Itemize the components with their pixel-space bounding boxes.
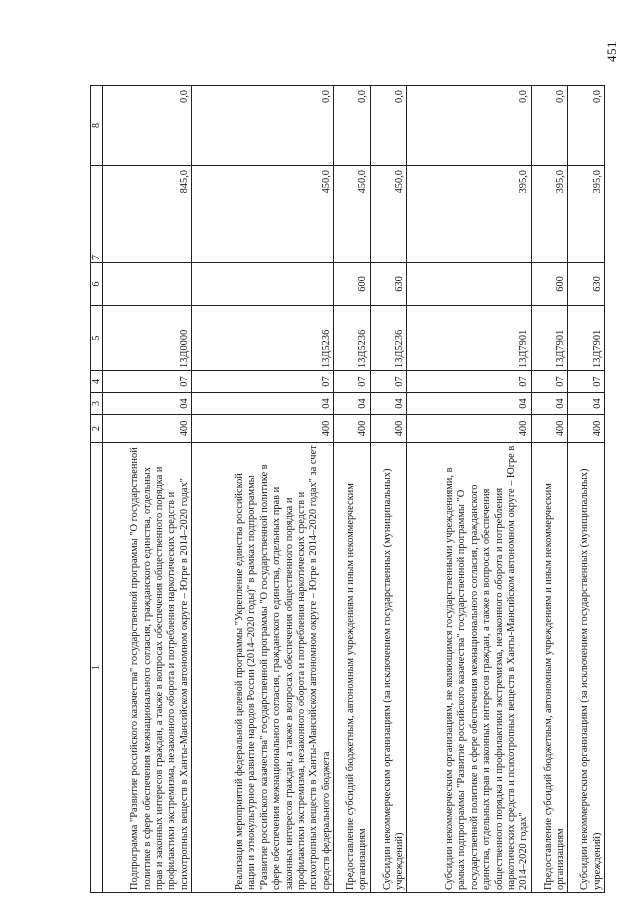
row-target-article: 13Д5236: [334, 306, 371, 371]
row-subsection: 07: [192, 371, 334, 393]
row-admin-code: 400: [370, 415, 407, 443]
table-row: [334, 86, 371, 893]
row-name: Субсидии некоммерческим организациям (за исключением государственных (муниципальных) учреждений): [568, 443, 605, 893]
row-expense-type: [192, 263, 334, 306]
row-admin-code: 400: [407, 415, 531, 443]
row-subsection: 07: [334, 371, 371, 393]
row-name: Предоставление субсидий бюджетным, автономным учреждениям и иным некоммерческим организациям: [334, 443, 371, 893]
row-amount-federal: 0,0: [568, 86, 605, 166]
table-row: [568, 86, 605, 893]
table-row: [103, 86, 192, 893]
row-name: Субсидии некоммерческим организациям (за исключением государственных (муниципальных) учреждений): [370, 443, 407, 893]
row-amount: 395,0: [531, 166, 568, 263]
header-col-6: 6: [91, 263, 103, 306]
row-section: 04: [103, 393, 192, 415]
row-section: 04: [407, 393, 531, 415]
row-target-article: 13Д7901: [407, 306, 531, 371]
page-number: 451: [604, 41, 619, 62]
header-col-1: 1: [91, 443, 103, 893]
row-target-article: 13Д0000: [103, 306, 192, 371]
row-amount-federal: 0,0: [334, 86, 371, 166]
row-name: Субсидии некоммерческим организациям, не являющимся государственными учреждениями, в рамках подпрограммы "Развитие российского казачества" государственной программы "О государственной политике в сфере обеспечения межнационального согласия, гражданского единства, отдельных прав и законных интересов граждан, а также в вопросах обеспечения общественного порядка и профилактики экстремизма, незаконного оборота и потребления наркотических средств и психотропных веществ в Ханты-Мансийском автономном округе – Югре в 2014–2020 годах": [407, 443, 531, 893]
row-expense-type: [103, 263, 192, 306]
row-amount-federal: 0,0: [531, 86, 568, 166]
header-col-8: 8: [91, 86, 103, 166]
row-target-article: 13Д5236: [370, 306, 407, 371]
row-target-article: 13Д7901: [531, 306, 568, 371]
row-section: 04: [568, 393, 605, 415]
row-expense-type: 630: [370, 263, 407, 306]
header-col-7: 7: [91, 166, 103, 263]
row-amount: 450,0: [334, 166, 371, 263]
row-expense-type: 600: [334, 263, 371, 306]
header-col-3: 3: [91, 393, 103, 415]
budget-table: [90, 85, 605, 893]
row-name: Подпрограмма "Развитие российского казачества" государственной программы "О государственной политике в сфере обеспечения межнационального согласия, гражданского единства, отдельных прав и законных интересов граждан, а также в вопросах обеспечения общественного порядка и профилактики экстремизма, незаконного оборота и потребления наркотических средств и психотропных веществ в Ханты-Мансийском автономном округе – Югре в 2014–2020 годах": [103, 443, 192, 893]
row-subsection: 07: [568, 371, 605, 393]
row-amount-federal: 0,0: [370, 86, 407, 166]
header-col-2: 2: [91, 415, 103, 443]
row-admin-code: 400: [531, 415, 568, 443]
row-expense-type: 600: [531, 263, 568, 306]
header-col-5: 5: [91, 306, 103, 371]
row-amount-federal: 0,0: [192, 86, 334, 166]
row-subsection: 07: [407, 371, 531, 393]
row-amount: 450,0: [192, 166, 334, 263]
row-amount: 450,0: [370, 166, 407, 263]
row-target-article: 13Д7901: [568, 306, 605, 371]
table-header-row: [91, 86, 103, 893]
row-section: 04: [531, 393, 568, 415]
row-section: 04: [334, 393, 371, 415]
row-amount: 395,0: [407, 166, 531, 263]
rotated-table-wrapper: [90, 86, 605, 893]
row-amount: 845,0: [103, 166, 192, 263]
row-section: 04: [192, 393, 334, 415]
row-section: 04: [370, 393, 407, 415]
row-admin-code: 400: [192, 415, 334, 443]
row-admin-code: 400: [334, 415, 371, 443]
row-expense-type: 630: [568, 263, 605, 306]
table-row: [192, 86, 334, 893]
row-subsection: 07: [103, 371, 192, 393]
row-name: Предоставление субсидий бюджетным, автономным учреждениям и иным некоммерческим организациям: [531, 443, 568, 893]
row-admin-code: 400: [568, 415, 605, 443]
header-col-4: 4: [91, 371, 103, 393]
row-admin-code: 400: [103, 415, 192, 443]
row-target-article: 13Д5236: [192, 306, 334, 371]
table-row: [407, 86, 531, 893]
row-name: Реализация мероприятий федеральной целевой программы "Укрепление единства российской нации и этнокультурное развитие народов России (2014–2020 годы)" в рамках подпрограммы "Развитие российского казачества" государственной программы "О государственной политике в сфере обеспечения межнационального согласия, гражданского единства, отдельных прав и законных интересов граждан, а также в вопросах обеспечения общественного порядка и профилактики экстремизма, незаконного оборота и потребления наркотических средств и психотропных веществ в Ханты-Мансийском автономном округе – Югре в 2014–2020 годах" за счет средств федерального бюджета: [192, 443, 334, 893]
row-expense-type: [407, 263, 531, 306]
row-amount-federal: 0,0: [103, 86, 192, 166]
row-subsection: 07: [531, 371, 568, 393]
row-amount-federal: 0,0: [407, 86, 531, 166]
row-subsection: 07: [370, 371, 407, 393]
table-row: [531, 86, 568, 893]
table-row: [370, 86, 407, 893]
row-amount: 395,0: [568, 166, 605, 263]
